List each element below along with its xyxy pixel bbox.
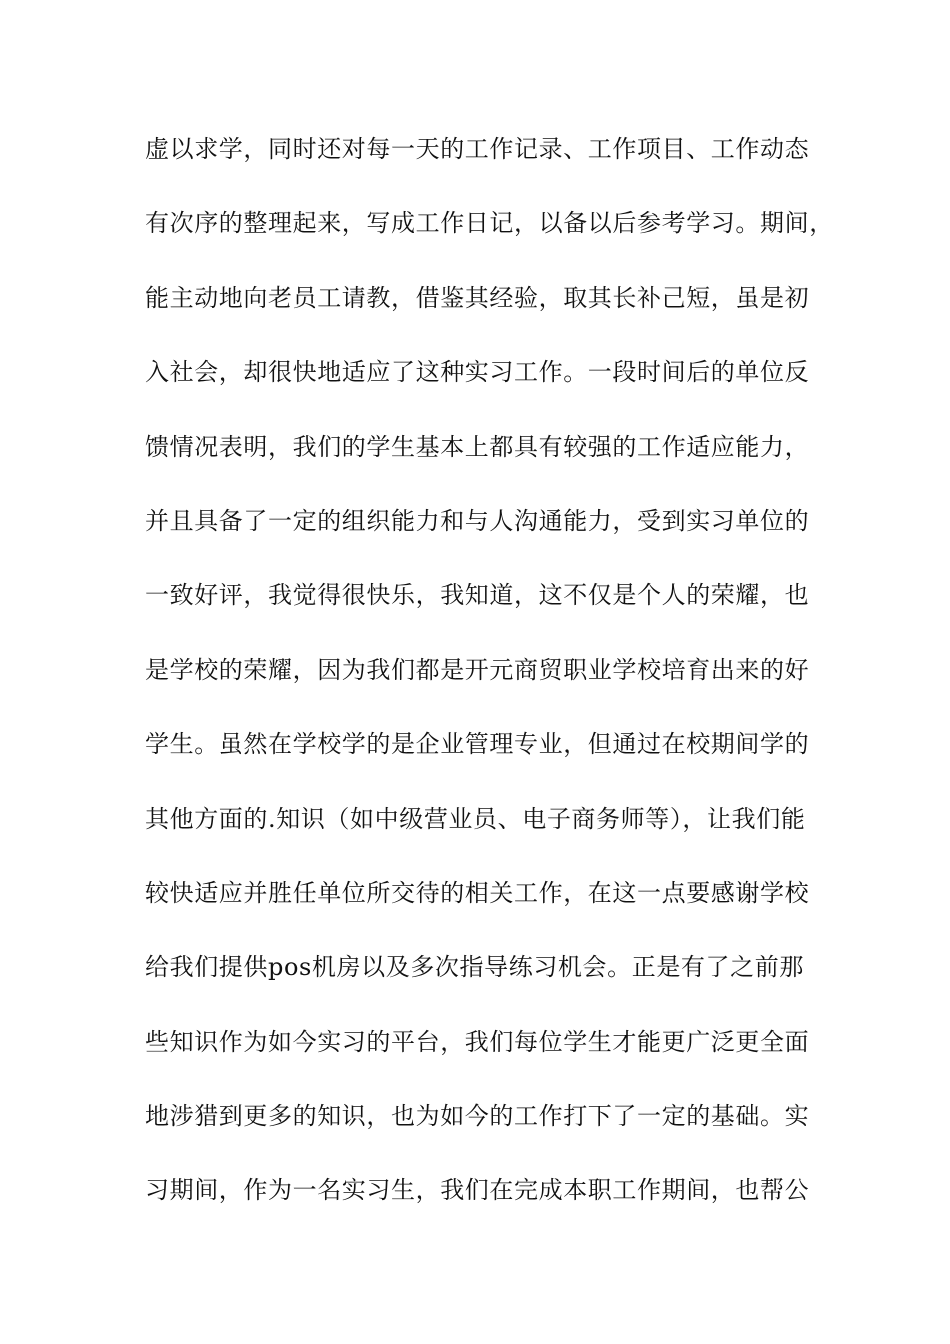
text-line: 入社会，却很快地适应了这种实习工作。一段时间后的单位反 bbox=[145, 358, 810, 387]
text-line: 习期间，作为一名实习生，我们在完成本职工作期间，也帮公 bbox=[145, 1176, 810, 1205]
text-line: 其他方面的.知识（如中级营业员、电子商务师等），让我们能 bbox=[145, 804, 806, 833]
text-line: 有次序的整理起来，写成工作日记，以备以后参考学习。期间， bbox=[145, 209, 834, 238]
body-text bbox=[145, 131, 845, 1247]
text-line: 并且具备了一定的组织能力和与人沟通能力，受到实习单位的 bbox=[145, 506, 810, 535]
text-line: 给我们提供pos机房以及多次指导练习机会。正是有了之前那 bbox=[145, 953, 804, 982]
text-line: 一致好评，我觉得很快乐，我知道，这不仅是个人的荣耀，也 bbox=[145, 581, 810, 610]
text-line: 学生。虽然在学校学的是企业管理专业，但通过在校期间学的 bbox=[145, 730, 810, 759]
text-line: 是学校的荣耀，因为我们都是开元商贸职业学校培育出来的好 bbox=[145, 655, 810, 684]
text-line: 馈情况表明，我们的学生基本上都具有较强的工作适应能力， bbox=[145, 432, 810, 461]
text-line: 地涉猎到更多的知识，也为如今的工作打下了一定的基础。实 bbox=[145, 1102, 810, 1131]
text-line: 能主动地向老员工请教，借鉴其经验，取其长补己短，虽是初 bbox=[145, 283, 810, 312]
text-line: 较快适应并胜任单位所交待的相关工作，在这一点要感谢学校 bbox=[145, 878, 810, 907]
text-line: 些知识作为如今实习的平台，我们每位学生才能更广泛更全面 bbox=[145, 1027, 810, 1056]
text-line: 虚以求学，同时还对每一天的工作记录、工作项目、工作动态 bbox=[145, 135, 810, 163]
